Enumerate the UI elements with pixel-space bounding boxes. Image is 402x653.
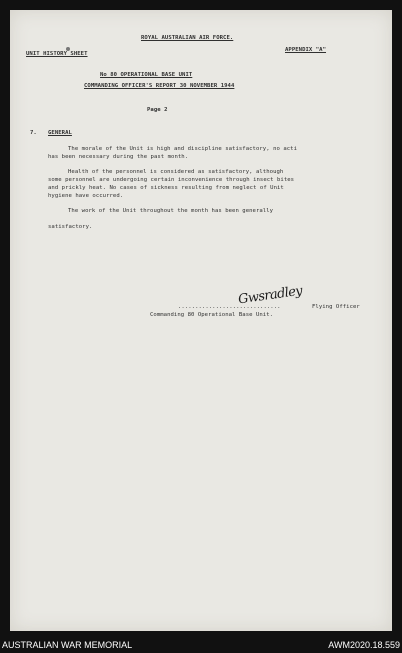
paragraph-line: and prickly heat. No cases of sickness resulting from neglect of Unit [48, 185, 284, 191]
paragraph-line: hygiene have occurred. [48, 193, 124, 199]
paragraph-line: some personnel are undergoing certain inconvenience through insect bites [48, 177, 295, 183]
paragraph-line: The work of the Unit throughout the month has been generally [68, 208, 274, 214]
report-title: COMMANDING OFFICER'S REPORT 30 NOVEMBER 1944 [84, 83, 235, 89]
paragraph-line: The morale of the Unit is high and discipline satisfactory, no acti [68, 146, 297, 152]
paragraph-line: Health of the personnel is considered as satisfactory, although [68, 169, 284, 175]
footer-credit: AUSTRALIAN WAR MEMORIAL [2, 640, 133, 650]
document-page [10, 10, 392, 631]
signatory-title: Commanding 80 Operational Base Unit. [150, 312, 274, 318]
signature-dots: .............................. [178, 304, 281, 310]
paragraph-line: satisfactory. [48, 224, 93, 230]
page-number: Page 2 [147, 107, 168, 113]
section-number: 7. [30, 130, 37, 136]
signatory-rank: Flying Officer [312, 304, 360, 310]
sheet-title: UNIT HISTORY SHEET [26, 51, 88, 57]
organisation-heading: ROYAL AUSTRALIAN AIR FORCE. [141, 35, 234, 41]
paragraph-line: has been necessary during the past month. [48, 154, 189, 160]
footer-accession-number: AWM2020.18.559 [328, 640, 400, 650]
appendix-label: APPENDIX "A" [285, 47, 327, 53]
unit-title: No 80 OPERATIONAL BASE UNIT [100, 72, 193, 78]
handwritten-signature: Gwsradley [237, 283, 303, 308]
section-heading: GENERAL [48, 130, 72, 136]
